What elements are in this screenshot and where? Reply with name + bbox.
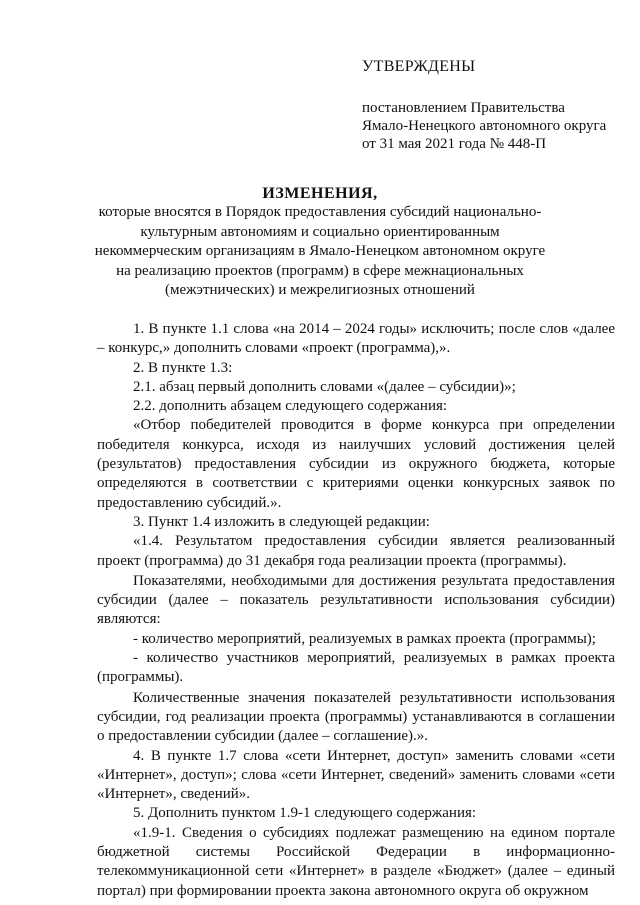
document-title-block: [90, 184, 550, 300]
paragraph: 4. В пункте 1.7 слова «сети Интернет, доступ» заменить словами «сети «Интернет», доступ»; слова «сети Интернет, сведений» заменить словами «сети «Интернет», сведений».: [97, 747, 615, 803]
paragraph: 3. Пункт 1.4 изложить в следующей редакции:: [133, 513, 430, 530]
document-subtitle: которые вносятся в Порядок предоставления субсидий национально-культурным автономиям и социально ориентированным некоммерческим организациям в Ямало-Ненецком автономном округе на реализацию проектов (программ) в сфере межнациональных (межэтнических) и межрелигиозных отношений: [94, 204, 546, 299]
paragraph: 1. В пункте 1.1 слова «на 2014 – 2024 годы» исключить; после слов «далее – конкурс,» дополнить словами «проект (программа),».: [97, 321, 615, 357]
paragraph: Количественные значения показателей результативности использования субсидии, год реализации проекта (программы) устанавливаются в соглашении о предоставлении субсидии (далее – соглашение).».: [97, 689, 615, 745]
paragraph: «1.9-1. Сведения о субсидиях подлежат размещению на едином портале бюджетной системы Российской Федерации в информационно-телекоммуникационной сети «Интернет» в разделе «Бюджет» (далее – единый портал) при формировании проекта закона автономного округа об окружном: [97, 824, 615, 899]
approval-line: Ямало-Ненецкого автономного округа: [362, 118, 607, 134]
approval-block: [362, 58, 622, 153]
paragraph: - количество участников мероприятий, реализуемых в рамках проекта (программы).: [97, 650, 615, 686]
approval-line: постановлением Правительства: [362, 100, 565, 116]
paragraph: «1.4. Результатом предоставления субсидии является реализованный проект (программа) до 31 декабря года реализации проекта (программы).: [97, 533, 615, 569]
paragraph: 2.2. дополнить абзацем следующего содержания:: [133, 398, 448, 415]
paragraph: Показателями, необходимыми для достижения результата предоставления субсидии (далее – показатель результативности использования субсидии) являются:: [97, 572, 615, 628]
paragraph: 5. Дополнить пунктом 1.9-1 следующего содержания:: [133, 805, 477, 822]
paragraph: - количество мероприятий, реализуемых в рамках проекта (программы);: [133, 630, 596, 647]
approval-line: от 31 мая 2021 года № 448-П: [362, 136, 547, 152]
document-title: ИЗМЕНЕНИЯ,: [262, 185, 378, 202]
paragraph: 2. В пункте 1.3:: [133, 359, 233, 376]
paragraph: 2.1. абзац первый дополнить словами «(далее – субсидии)»;: [133, 378, 516, 395]
document-body: [97, 320, 615, 901]
paragraph: «Отбор победителей проводится в форме конкурса при определении победителя конкурса, исходя из наилучших условий достижения целей (результатов) предоставления субсидии из окружного бюджета, которые определяются в соответствии с критериями оценки конкурсных заявок по предоставлению субсидий.».: [97, 417, 615, 511]
approval-heading: УТВЕРЖДЕНЫ: [362, 58, 476, 75]
